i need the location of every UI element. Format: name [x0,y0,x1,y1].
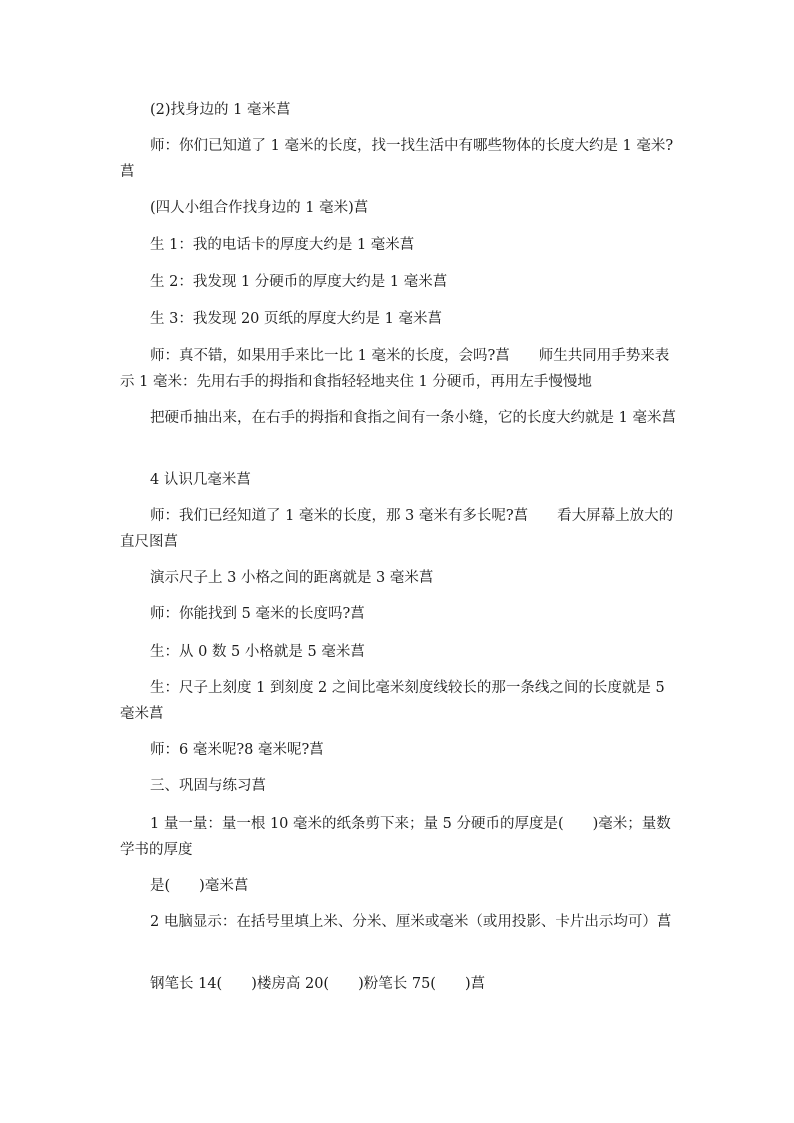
paragraph-5mm-question: 师：你能找到 5 毫米的长度吗?菖 [150,606,365,622]
paragraph-exercise-1-cont: 是( )毫米菖 [150,878,249,894]
paragraph-6mm-8mm: 师：6 毫米呢?8 毫米呢?菖 [150,742,324,758]
paragraph-student-2: 生 2：我发现 1 分硬币的厚度大约是 1 毫米菖 [150,274,448,290]
paragraph-student-1: 生 1：我的电话卡的厚度大约是 1 毫米菖 [150,237,415,253]
paragraph-group-activity: (四人小组合作找身边的 1 毫米)菖 [150,200,369,216]
paragraph-scale-marks: 生：尺子上刻度 1 到刻度 2 之间比毫米刻度线较长的那一条线之间的长度就是 5 毫米菖 [120,680,665,722]
paragraph-teacher-question: 师：你们已知道了 1 毫米的长度，找一找生活中有哪些物体的长度大约是 1 毫米?菖 [120,138,674,180]
paragraph-section-3-heading: 三、巩固与练习菖 [150,778,266,794]
paragraph-hand-gesture: 师：真不错，如果用手来比一比 1 毫米的长度，会吗?菖 师生共同用手势来表示 1 毫米：先用右手的拇指和食指轻轻地夹住 1 分硬币，再用左手慢慢地 [120,348,670,390]
paragraph-coin-gap: 把硬币抽出来，在右手的拇指和食指之间有一条小缝，它的长度大约就是 1 毫米菖 [150,410,676,426]
paragraph-exercise-2: 2 电脑显示：在括号里填上米、分米、厘米或毫米（或用投影、卡片出示均可）菖 [150,914,672,930]
paragraph-student-3: 生 3：我发现 20 页纸的厚度大约是 1 毫米菖 [150,311,442,327]
paragraph-ruler-demo: 演示尺子上 3 小格之间的距离就是 3 毫米菖 [150,570,434,586]
paragraph-several-mm-heading: 4 认识几毫米菖 [150,472,251,488]
paragraph-exercise-1: 1 量一量：量一根 10 毫米的纸条剪下来；量 5 分硬币的厚度是( )毫米；量数学书的厚度 [120,816,671,858]
paragraph-find-1mm-heading: (2)找身边的 1 毫米菖 [150,102,291,118]
paragraph-3mm-question: 师：我们已经知道了 1 毫米的长度，那 3 毫米有多长呢?菖 看大屏幕上放大的直尺图菖 [120,508,674,550]
paragraph-count-5: 生：从 0 数 5 小格就是 5 毫米菖 [150,644,365,660]
paragraph-fill-units: 钢笔长 14( )楼房高 20( )粉笔长 75( )菖 [150,976,486,992]
